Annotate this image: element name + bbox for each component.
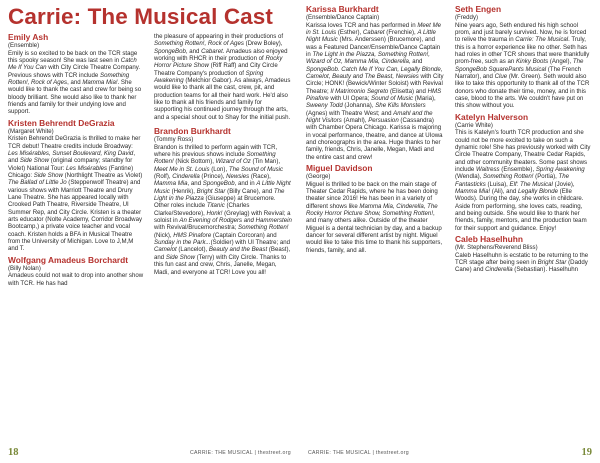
cast-name: Emily Ash: [8, 32, 49, 42]
footer-text-left: CARRIE: THE MUSICAL | thestreet.org: [190, 450, 291, 456]
column-3: [306, 5, 444, 257]
page-title: Carrie: The Musical Cast: [8, 4, 273, 29]
cast-name: Wolfgang Amadeus Borchardt: [8, 254, 129, 265]
cast-name: Seth Engen: [455, 4, 502, 14]
cast-role: (Mr. Stephens/Reverend Bliss): [455, 244, 538, 252]
cast-bio: [455, 5, 592, 110]
cast-bio: [306, 5, 444, 161]
cast-bio-text: This is Katelyn's fourth TCR production and she could not be more excited to take on such a dynamic role! She has previously worked with City Circle Theatre Company, Theatre Cedar Rapids, and other community theaters. Some past shows include Waitress (Ensemble), Spring Awakening (Wendla), Something Rotten! (Portia), The Fantasticks (Luisa), Elf: The Musical (Jovie), Mamma Mia! (Ali), and Legally Blonde (Elle Woods). During the day, she works in childcare. Aside from performing, she loves cats, reading, and being outside. She would like to thank her friends, family, mentors, and the production team for their support and guidance. Enjoy!: [455, 129, 591, 232]
cast-bio: [455, 235, 592, 274]
cast-bio-text: Kristen Behrendt DeGrazia is thrilled to make her TCR debut! Theatre credits include Broadway: Les Misérables, Sunset Boulevard, King David, and Side Show (original company; standby for Violet) National Tour: Les Misérables (Fantine) Chicago: Side Show (Northlight Theatre as Violet) The Ballad of Little Jo (Steppenwolf Theatre) and various shows with Marriott Theatre and Drury Lane Theatre. She has appeared locally with Crooked Path Theatre, Riverside Theatre, UI Summer Rep, and City Circle. Kristen is a theater arts educator (Nolte Academy, Corridor Broadway Bootcamp,) a private voice teacher and vocal coach. Kristen holds a BFA in Musical Theatre from the University of Michigan. Love to J,M,M and T.: [8, 135, 143, 253]
cast-name: Katelyn Halverson: [455, 111, 529, 122]
cast-name: Brandon Burkhardt: [154, 126, 231, 137]
cast-role: (Billy Nolan): [8, 264, 41, 272]
cast-role: (Carrie White): [455, 121, 493, 129]
cast-bio: [154, 127, 292, 276]
cast-bio-text: Caleb Haselhuhn is ecstatic to be returning to the TCR stage after being seen in Bright Star (Daddy Cane) and Cinderella (Sebastian). Haselhuhn: [455, 251, 589, 274]
cast-bio: [8, 256, 144, 287]
cast-bio: [306, 164, 444, 254]
cast-role: (George): [306, 173, 331, 181]
cast-bio-text: Karissa loves TCR and has performed in Meet Me in St. Louis (Esther), Cabaret (Frenchie), A Little Night Music (Mrs. Anderssen) (Brucemore), and was a Featured Dancer/Ensemble/Dance Captain in The Light in the Piazza, Something Rotten!, Wizard of Oz, Mamma Mia, Cinderella, and SpongeBob. Catch Me If You Can, Legally Blonde, Camelot, Beauty and The Beast, Newsies with City Circle; HONK! (Bewick/Winter Soloist) with Revival Theatre; Il Matrimonio Segreto (Elisetta) and HMS Pinafore with UI Opera; Sound of Music (Maria), Sweeny Todd (Johanna), She Kills Monsters (Agnes) with Theatre West; and Amahl and the Night Visitors (Amahl), Persuasion (Cassandra) with Chamber Opera Chicago. Karissa is majoring in vocal performance, theatre, and dance at UIowa and choreographs in the area. Huge thanks to her family, friends, Chris, Janelle, Megan, Madi and the entire cast and crew!: [306, 21, 444, 161]
cast-role: (Margaret White): [8, 127, 54, 135]
cast-bio-text: Emily is so excited to be back on the TCR stage this spooky season! She was last seen in Catch Me If You Can with City Circle Theatre Company. Previous shows with TCR include Something Rotten!, Rock of Ages, and Mamma Mia!. She would like to thank the cast and crew for being so bloody brilliant. She would also like to thank her friends and family for their undying love and support.: [8, 49, 142, 116]
cast-bio-text: Miguel is thrilled to be back on the main stage of Theater Cedar Rapids, where he has been doing theater since 2016! He has been in a variety of different shows like Mamma Mia, Cinderella, The Rocky Horror Picture Show, Something Rotten!, and many others alike. Outside of the theater Miguel is a dental technician by day, and a backup dancer for several different artist by night. Miguel would like to take this time to thank his supporters, friends, family, and all.: [306, 180, 443, 254]
cast-name: Caleb Haselhuhn: [455, 234, 523, 245]
cast-bio-text: Amadeus could not wait to drop into another show with TCR. He has had: [8, 272, 144, 287]
cast-bio-text: the pleasure of appearing in their productions of Something Rotten!, Rock of Ages (Drew Boley), SpongeBob, and Cabaret. Amadeus also enjoyed working with RHCR in their production of Rocky Horror Picture Show (Riff Raff) and City Circle Theatre Company's production of Spring Awakening (Melchior Gabor). As always, Amadeus would like to thank all the cast, crew, pit, and production teams for all their hard work. He'd also like to thank all his friends and family for supporting his continued journey through the arts, and a special shout out to Shay for the initial push.: [154, 33, 291, 121]
cast-role: (Tommy Ross): [154, 136, 194, 144]
page-number-right: 19: [581, 447, 592, 458]
cast-bio: [8, 119, 144, 253]
page-footer: [0, 441, 600, 463]
column-4: [455, 5, 592, 277]
cast-bio: [455, 113, 592, 232]
cast-name: Kristen Behrendt DeGrazia: [8, 117, 115, 128]
column-2: [154, 33, 292, 279]
cast-role: (Freddy): [455, 14, 479, 22]
cast-name: Karissa Burkhardt: [306, 4, 379, 14]
cast-role: (Ensemble/Dance Captain): [306, 14, 380, 22]
cast-bio: [8, 33, 144, 116]
cast-bio-text: Brandon is thrilled to perform again with TCR, where his previous shows include Something Rotten! (Nick Bottom), Wizard of Oz (Tin Man), Meet Me in St. Louis (Lon), The Sound of Music (Rolf), Cinderella (Prince), Newsies (Race), Mamma Mia, and SpongeBob, and in A Little Night Music (Henrik), Bright Star (Billy Cane), and The Light in the Piazza (Giuseppe) at Brucemore. Other roles include Titanic (Charles Clarke/Stevedore), Honk! (Greylag) with Revival; a soloist in An Evening of Rodgers and Hammerstein with Revival/Brucemorchestra; Something Rotten! (Nick), HMS Pinafore (Captain Corcoran) and Sunday in the Park...(Soldier) with UI Theatre; and Camelot (Lancelot), Beauty and the Beast (Beast), and Side Show (Terry) with City Circle. Thanks to this fun cast and crew, Chris, Janelle, Megan, Madi, and everyone at TCR! Love you all!: [154, 143, 292, 276]
cast-bio-continued: [154, 33, 292, 121]
column-1: [8, 33, 144, 290]
cast-role: (Ensemble): [8, 42, 40, 50]
cast-name: Miguel Davidson: [306, 163, 373, 174]
footer-text-right: CARRIE: THE MUSICAL | thestreet.org: [308, 450, 409, 456]
page-number-left: 18: [8, 447, 19, 458]
cast-bio-text: Nine years ago, Seth endured his high school prom, and just barely survived. Now, he is forced to relive the trauma in Carrie: The Musical. Truly, this is a horror experience like no other. Seth has had roles in other TCR shows that were thankfully prom-free, such as an Kinky Boots (Angel), The SpongeBob SquarePants Musical (The French Narrator), and Clue (Mr. Green). Seth would also like to take this opportunity to thank all of the TCR donors who donate their time, money, and in this case, blood to the arts. We couldn't have put on this show without you.: [455, 21, 590, 110]
